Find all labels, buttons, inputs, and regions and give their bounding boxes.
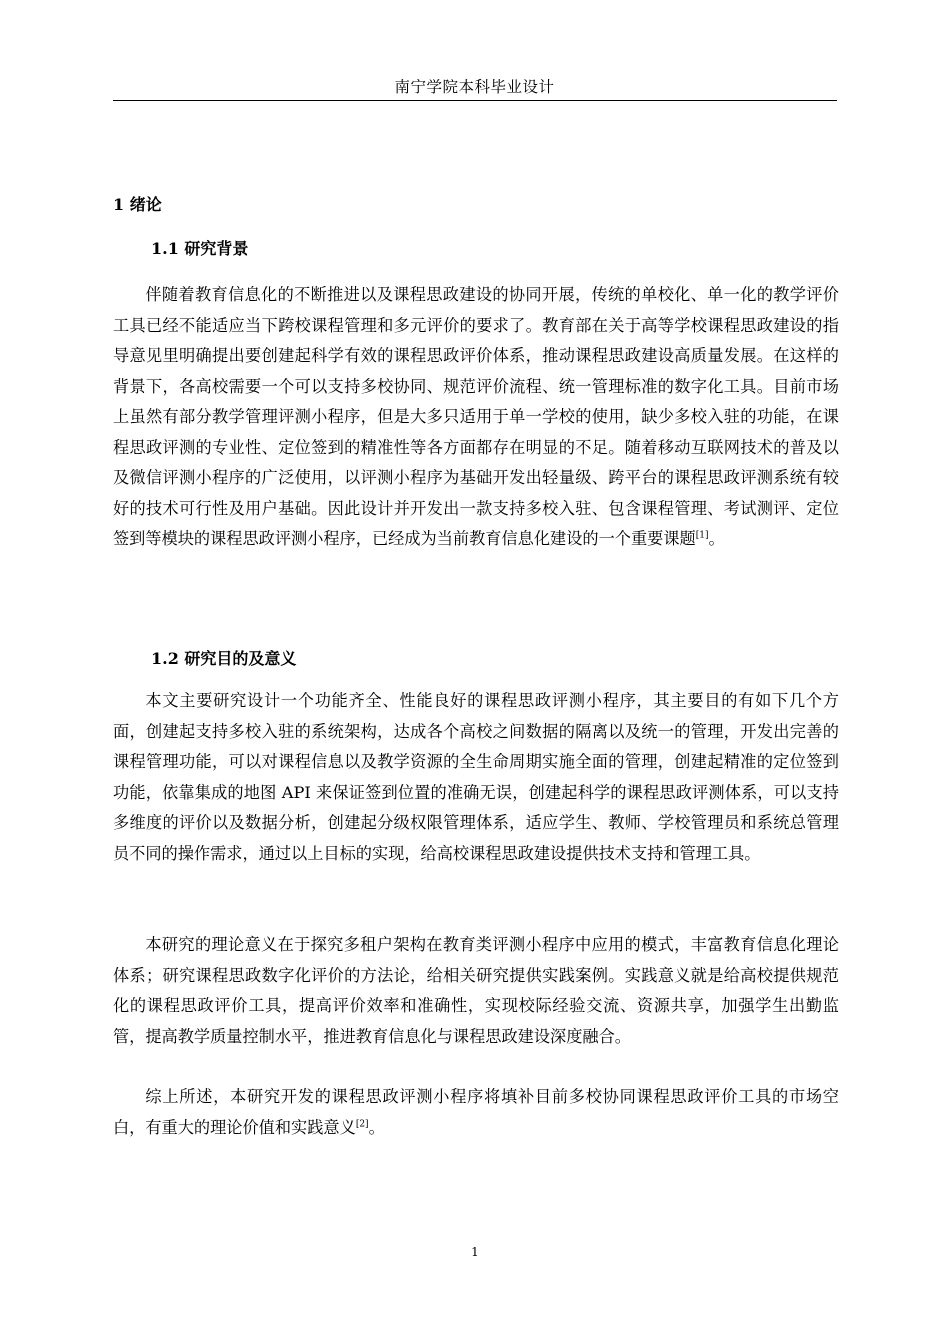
citation-ref: [2]	[355, 1119, 369, 1130]
paragraph-tail: 。	[368, 1117, 385, 1137]
section-heading-1-2: 1.2 研究目的及意义	[151, 649, 297, 668]
paragraph-text: 综上所述，本研究开发的课程思政评测小程序将填补目前多校协同课程思政评价工具的市场空白，有重大的理论价值和实践意义	[113, 1087, 839, 1137]
paragraph-background	[113, 280, 839, 555]
paragraph-text: 本文主要研究设计一个功能齐全、性能良好的课程思政评测小程序，其主要目的有如下几个方面，创建起支持多校入驻的系统架构，达成各个高校之间数据的隔离以及统一的管理，开发出完善的课程管理功能，可以对课程信息以及教学资源的全生命周期实施全面的管理，创建起精准的定位签到功能，依靠集成的地图 API 来保证签到位置的准确无误，创建起科学的课程思政评测体系，可以支持多维度的评价以及数据分析，创建起分级权限管理体系，适应学生、教师、学校管理员和系统总管理员不同的操作需求，通过以上目标的实现，给高校课程思政建设提供技术支持和管理工具。	[113, 691, 839, 863]
page-number: 1	[471, 1245, 479, 1259]
header-title: 南宁学院本科毕业设计	[394, 78, 555, 96]
paragraph-tail: 。	[708, 529, 725, 548]
paragraph-text: 本研究的理论意义在于探究多租户架构在教育类评测小程序中应用的模式，丰富教育信息化理论体系；研究课程思政数字化评价的方法论，给相关研究提供实践案例。实践意义就是给高校提供规范化的课程思政评价工具，提高评价效率和准确性，实现校际经验交流、资源共享，加强学生出勤监管，提高教学质量控制水平，推进教育信息化与课程思政建设深度融合。	[113, 935, 839, 1046]
chapter-heading: 1 绪论	[113, 195, 162, 214]
header-divider	[113, 100, 837, 101]
paragraph-significance	[113, 930, 839, 1052]
paragraph-text: 伴随着教育信息化的不断推进以及课程思政建设的协同开展，传统的单校化、单一化的教学评价工具已经不能适应当下跨校课程管理和多元评价的要求了。教育部在关于高等学校课程思政建设的指导意见里明确提出要创建起科学有效的课程思政评价体系，推动课程思政建设高质量发展。在这样的背景下，各高校需要一个可以支持多校协同、规范评价流程、统一管理标准的数字化工具。目前市场上虽然有部分教学管理评测小程序，但是大多只适用于单一学校的使用，缺少多校入驻的功能，在课程思政评测的专业性、定位签到的精准性等各方面都存在明显的不足。随着移动互联网技术的普及以及微信评测小程序的广泛使用，以评测小程序为基础开发出轻量级、跨平台的课程思政评测系统有较好的技术可行性及用户基础。因此设计并开发出一款支持多校入驻、包含课程管理、考试测评、定位签到等模块的课程思政评测小程序，已经成为当前教育信息化建设的一个重要课题	[113, 285, 839, 548]
section-heading-1-1: 1.1 研究背景	[151, 239, 249, 258]
paragraph-purpose	[113, 686, 839, 869]
paragraph-summary	[113, 1082, 839, 1143]
citation-ref: [1]	[695, 530, 709, 541]
